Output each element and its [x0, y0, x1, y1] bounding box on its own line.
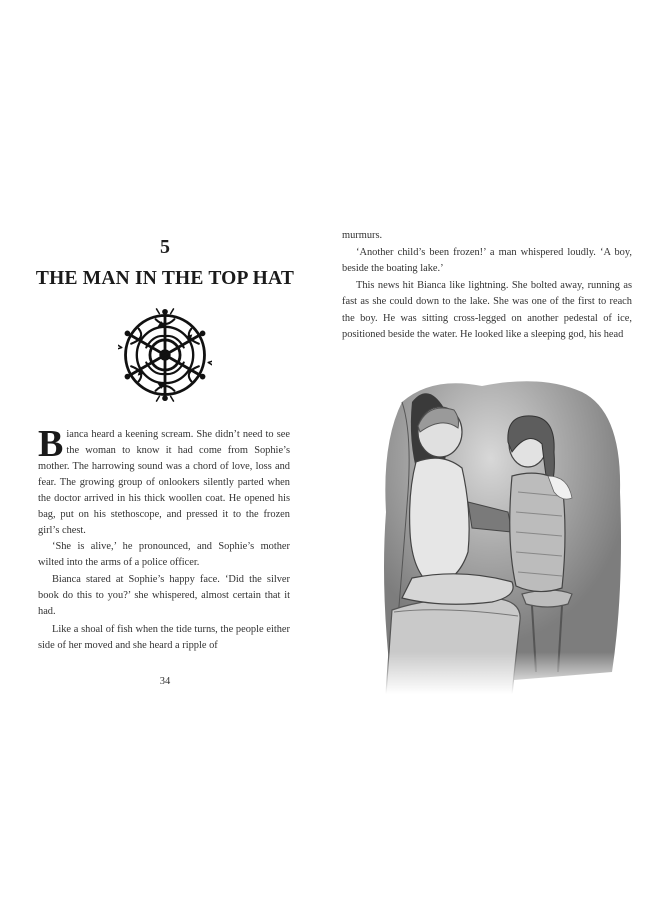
paragraph: Bianca stared at Sophie’s happy face. ‘Did the silver book do this to you?’ she whispered, almost certain that it had.	[38, 574, 290, 617]
paragraph: Like a shoal of fish when the tide turns, the people either side of her moved and she heard a ripple of	[38, 624, 290, 651]
paragraph: This news hit Bianca like lightning. She bolted away, running as fast as she could down to the lake. She was one of the first to reach the boy. He was sitting cross-legged on another pedestal of ice, positioned beside the water. He looked like a sleeping god, his head	[342, 279, 632, 340]
paragraph: ‘Another child’s been frozen!’ a man whispered loudly. ‘A boy, beside the boating lake.’	[342, 246, 632, 274]
snowflake-ornament-icon	[118, 308, 212, 402]
frozen-boy-and-girl-illustration	[372, 372, 630, 694]
paragraph: murmurs.	[342, 230, 383, 241]
page-number: 34	[159, 676, 171, 687]
right-page-body	[342, 228, 632, 344]
chapter-number: 5	[160, 236, 170, 258]
paragraph: ‘She is alive,’ he pronounced, and Sophie’s mother wilted into the arms of a police officer.	[38, 541, 290, 568]
drop-cap: B	[38, 423, 64, 465]
chapter-title: THE MAN IN THE TOP HAT	[35, 268, 295, 289]
left-page-body	[38, 423, 290, 654]
paragraph: Bianca heard a keening scream. She didn’t need to see the woman to know it had come from Sophie’s mother. The harrowing sound was a chord of love, loss and fear. The growing group of onlookers silently parted when the doctor arrived in his thick woollen coat. He opened his bag, put on his stethoscope, and pressed it to the frozen girl’s chest.	[38, 423, 290, 536]
right-page	[330, 0, 660, 900]
